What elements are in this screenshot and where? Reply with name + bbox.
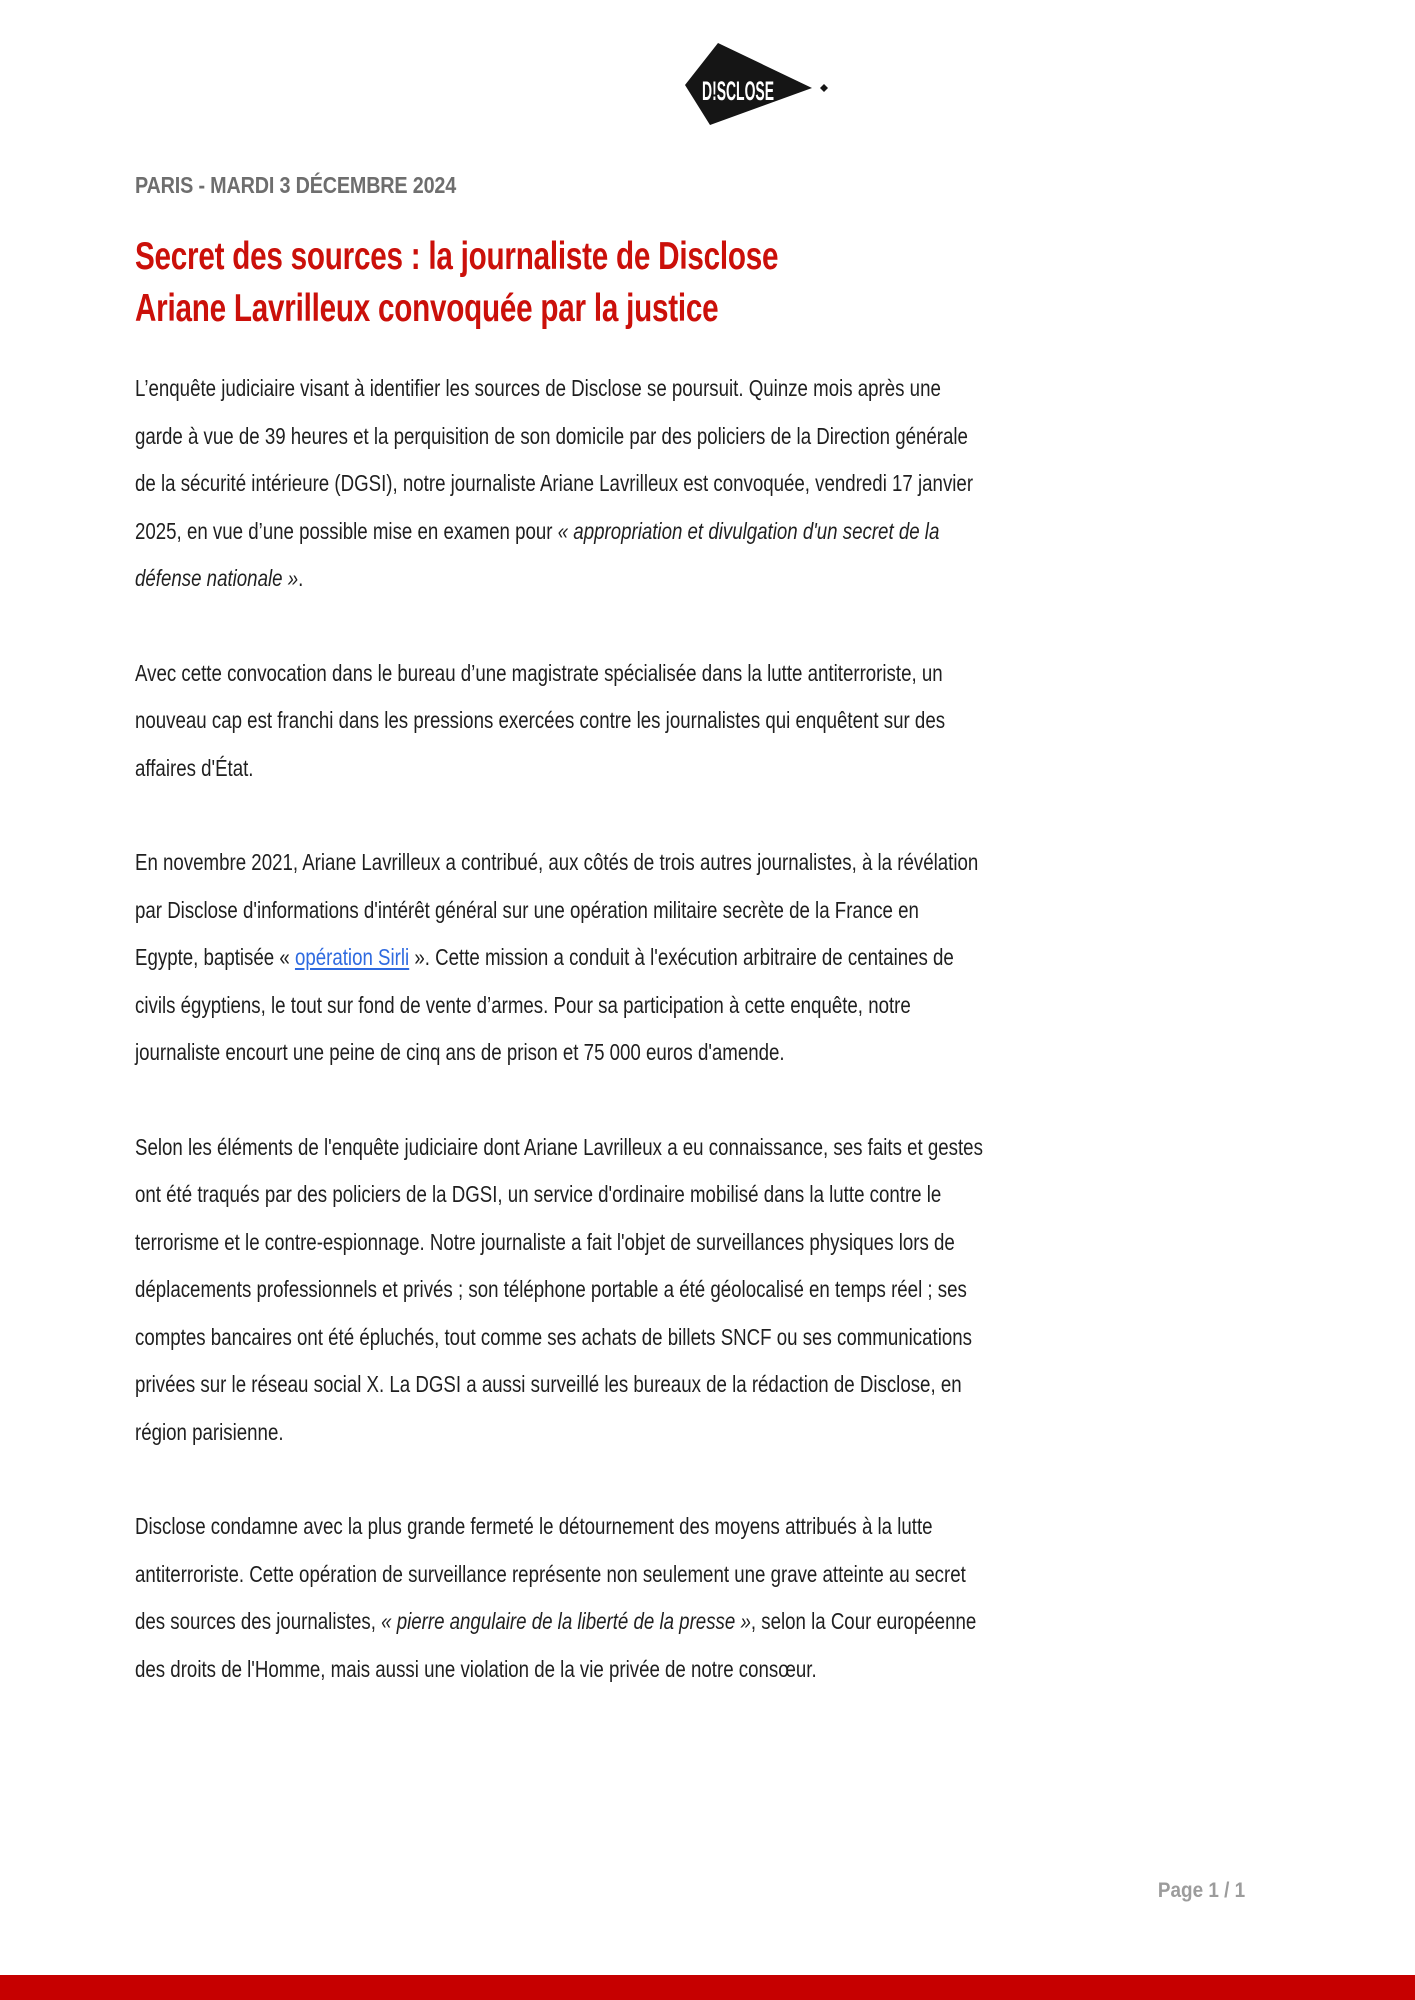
article-headline [135,231,982,335]
headline-line-1: Secret des sources : la journaliste de Disclose [135,235,779,278]
page-number: Page 1 / 1 [1157,1878,1245,1902]
paragraph [135,365,987,603]
disclose-logo [672,40,832,132]
footer-red-bar [0,1975,1415,2000]
quoted-italic-text: « pierre angulaire de la liberté de la presse » [381,1608,751,1634]
paragraph [135,650,987,793]
headline-line-2: Ariane Lavrilleux convoquée par la justice [135,287,719,330]
article-body [135,365,987,1740]
body-text: ». Cette mission a conduit à l'exécution arbitraire de centaines de civils égyptiens, le tout sur fond de vente d’armes. Pour sa participation à cette enquête, notre journaliste encourt une peine de cinq ans de prison et 75 000 euros d'amende. [135,944,954,1065]
paragraph [135,1124,987,1457]
paragraph [135,839,987,1077]
body-text: En novembre 2021, Ariane Lavrilleux a contribué, aux côtés de trois autres journalistes, à la révélation par Disclose d'informations d'intérêt général sur une opération militaire secrète de la France en Egypte, baptisée « [135,849,979,970]
body-text: Avec cette convocation dans le bureau d’une magistrate spécialisée dans la lutte antiterroriste, un nouveau cap est franchi dans les pressions exercées contre les journalistes qui enquêtent sur des affaires d'État. [135,659,946,781]
body-text: Disclose condamne avec la plus grande fermeté le détournement des moyens attribués à la lutte antiterroriste. Cette opération de surveillance représente non seulement une grave atteinte au secret des sources des journalistes, [135,1513,966,1634]
logo-wordmark: D!SCLOSE [702,76,774,106]
disclose-logo-graphic [672,40,832,132]
body-text: . [298,565,304,591]
body-text: Selon les éléments de l'enquête judiciaire dont Ariane Lavrilleux a eu connaissance, ses faits et gestes ont été traqués par des policiers de la DGSI, un service d'ordinaire mobilisé dans la lutte contre le terrorisme et le contre-espionnage. Notre journaliste a fait l'objet de surveillances physiques lors de déplacements professionnels et privés ; son téléphone portable a été géolocalisé en temps réel ; ses comptes bancaires ont été épluchés, tout comme ses achats de billets SNCF ou ses communications privées sur le réseau social X. La DGSI a aussi surveillé les bureaux de la rédaction de Disclose, en région parisienne. [135,1133,983,1445]
body-text: , selon la Cour européenne des droits de l'Homme, mais aussi une violation de la vie privée de notre consœur. [135,1608,977,1682]
logo-sparkle-dot [820,84,828,92]
quoted-italic-text: « appropriation et divulgation d'un secret de la défense nationale » [135,517,940,591]
operation-sirli-link[interactable]: opération Sirli [294,944,410,970]
body-text: L’enquête judiciaire visant à identifier les sources de Disclose se poursuit. Quinze mois après une garde à vue de 39 heures et la perquisition de son domicile par des policiers de la Direction générale de la sécurité intérieure (DGSI), notre journaliste Ariane Lavrilleux est convoquée, vendredi 17 janvier 2025, en vue d’une possible mise en examen pour [135,375,974,544]
dateline: PARIS - MARDI 3 DÉCEMBRE 2024 [135,172,457,198]
paragraph [135,1503,987,1693]
